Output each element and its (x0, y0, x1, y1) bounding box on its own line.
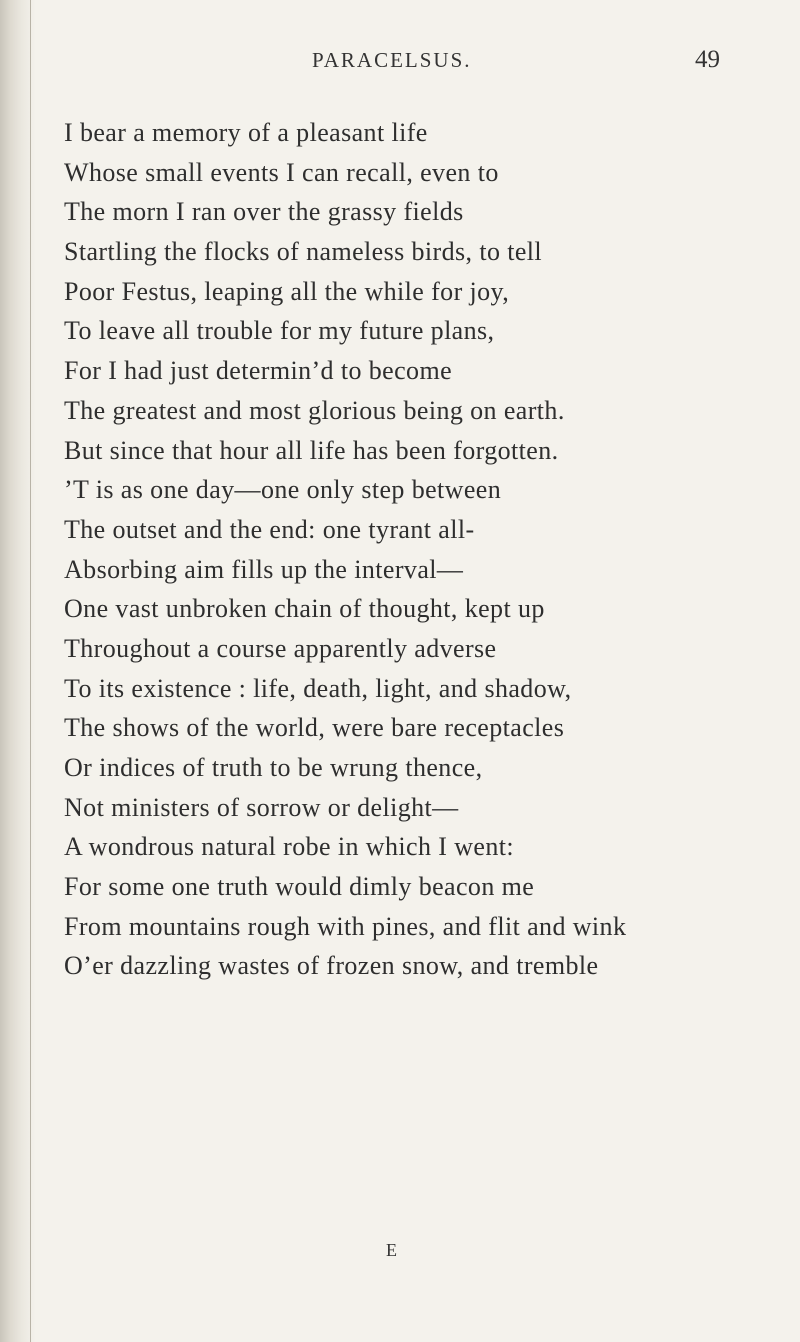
poem-line: Whose small events I can recall, even to (64, 157, 499, 187)
poem-line: Startling the flocks of nameless birds, to tell (64, 237, 543, 267)
poem-line: The greatest and most glorious being on earth. (64, 395, 565, 425)
poem-line: Throughout a course apparently adverse (64, 633, 497, 663)
poem-line: The outset and the end: one tyrant all- (64, 514, 475, 544)
poem-line: To its existence : life, death, light, and shadow, (64, 673, 572, 703)
poem-line: Not ministers of sorrow or delight— (64, 792, 459, 822)
signature-mark: E (386, 1240, 397, 1260)
poem-line: I bear a memory of a pleasant life (64, 118, 428, 147)
poem-line: Or indices of truth to be wrung thence, (64, 753, 483, 782)
poem-line: A wondrous natural robe in which I went: (64, 832, 514, 862)
poem-line: To leave all trouble for my future plans, (64, 316, 495, 346)
poem-line: Poor Festus, leaping all the while for joy, (64, 276, 510, 306)
poem-text (64, 113, 784, 986)
poem-line: The shows of the world, were bare receptacles (64, 713, 565, 743)
poem-line: ’T is as one day—one only step between (64, 475, 502, 505)
poem-line: For I had just determin’d to become (64, 356, 453, 386)
poem-line: For some one truth would dimly beacon me (64, 872, 535, 902)
poem-line: But since that hour all life has been forgotten. (64, 435, 559, 465)
page-header (0, 48, 800, 78)
poem-line: From mountains rough with pines, and flit and wink (64, 911, 627, 941)
poem-line: One vast unbroken chain of thought, kept up (64, 594, 545, 624)
poem-line: Absorbing aim fills up the interval— (64, 554, 464, 584)
poem-line: O’er dazzling wastes of frozen snow, and tremble (64, 951, 599, 981)
page-number: 49 (695, 46, 720, 73)
running-title: PARACELSUS. (312, 48, 472, 72)
binding-edge (30, 0, 31, 1342)
poem-line: The morn I ran over the grassy fields (64, 197, 464, 227)
